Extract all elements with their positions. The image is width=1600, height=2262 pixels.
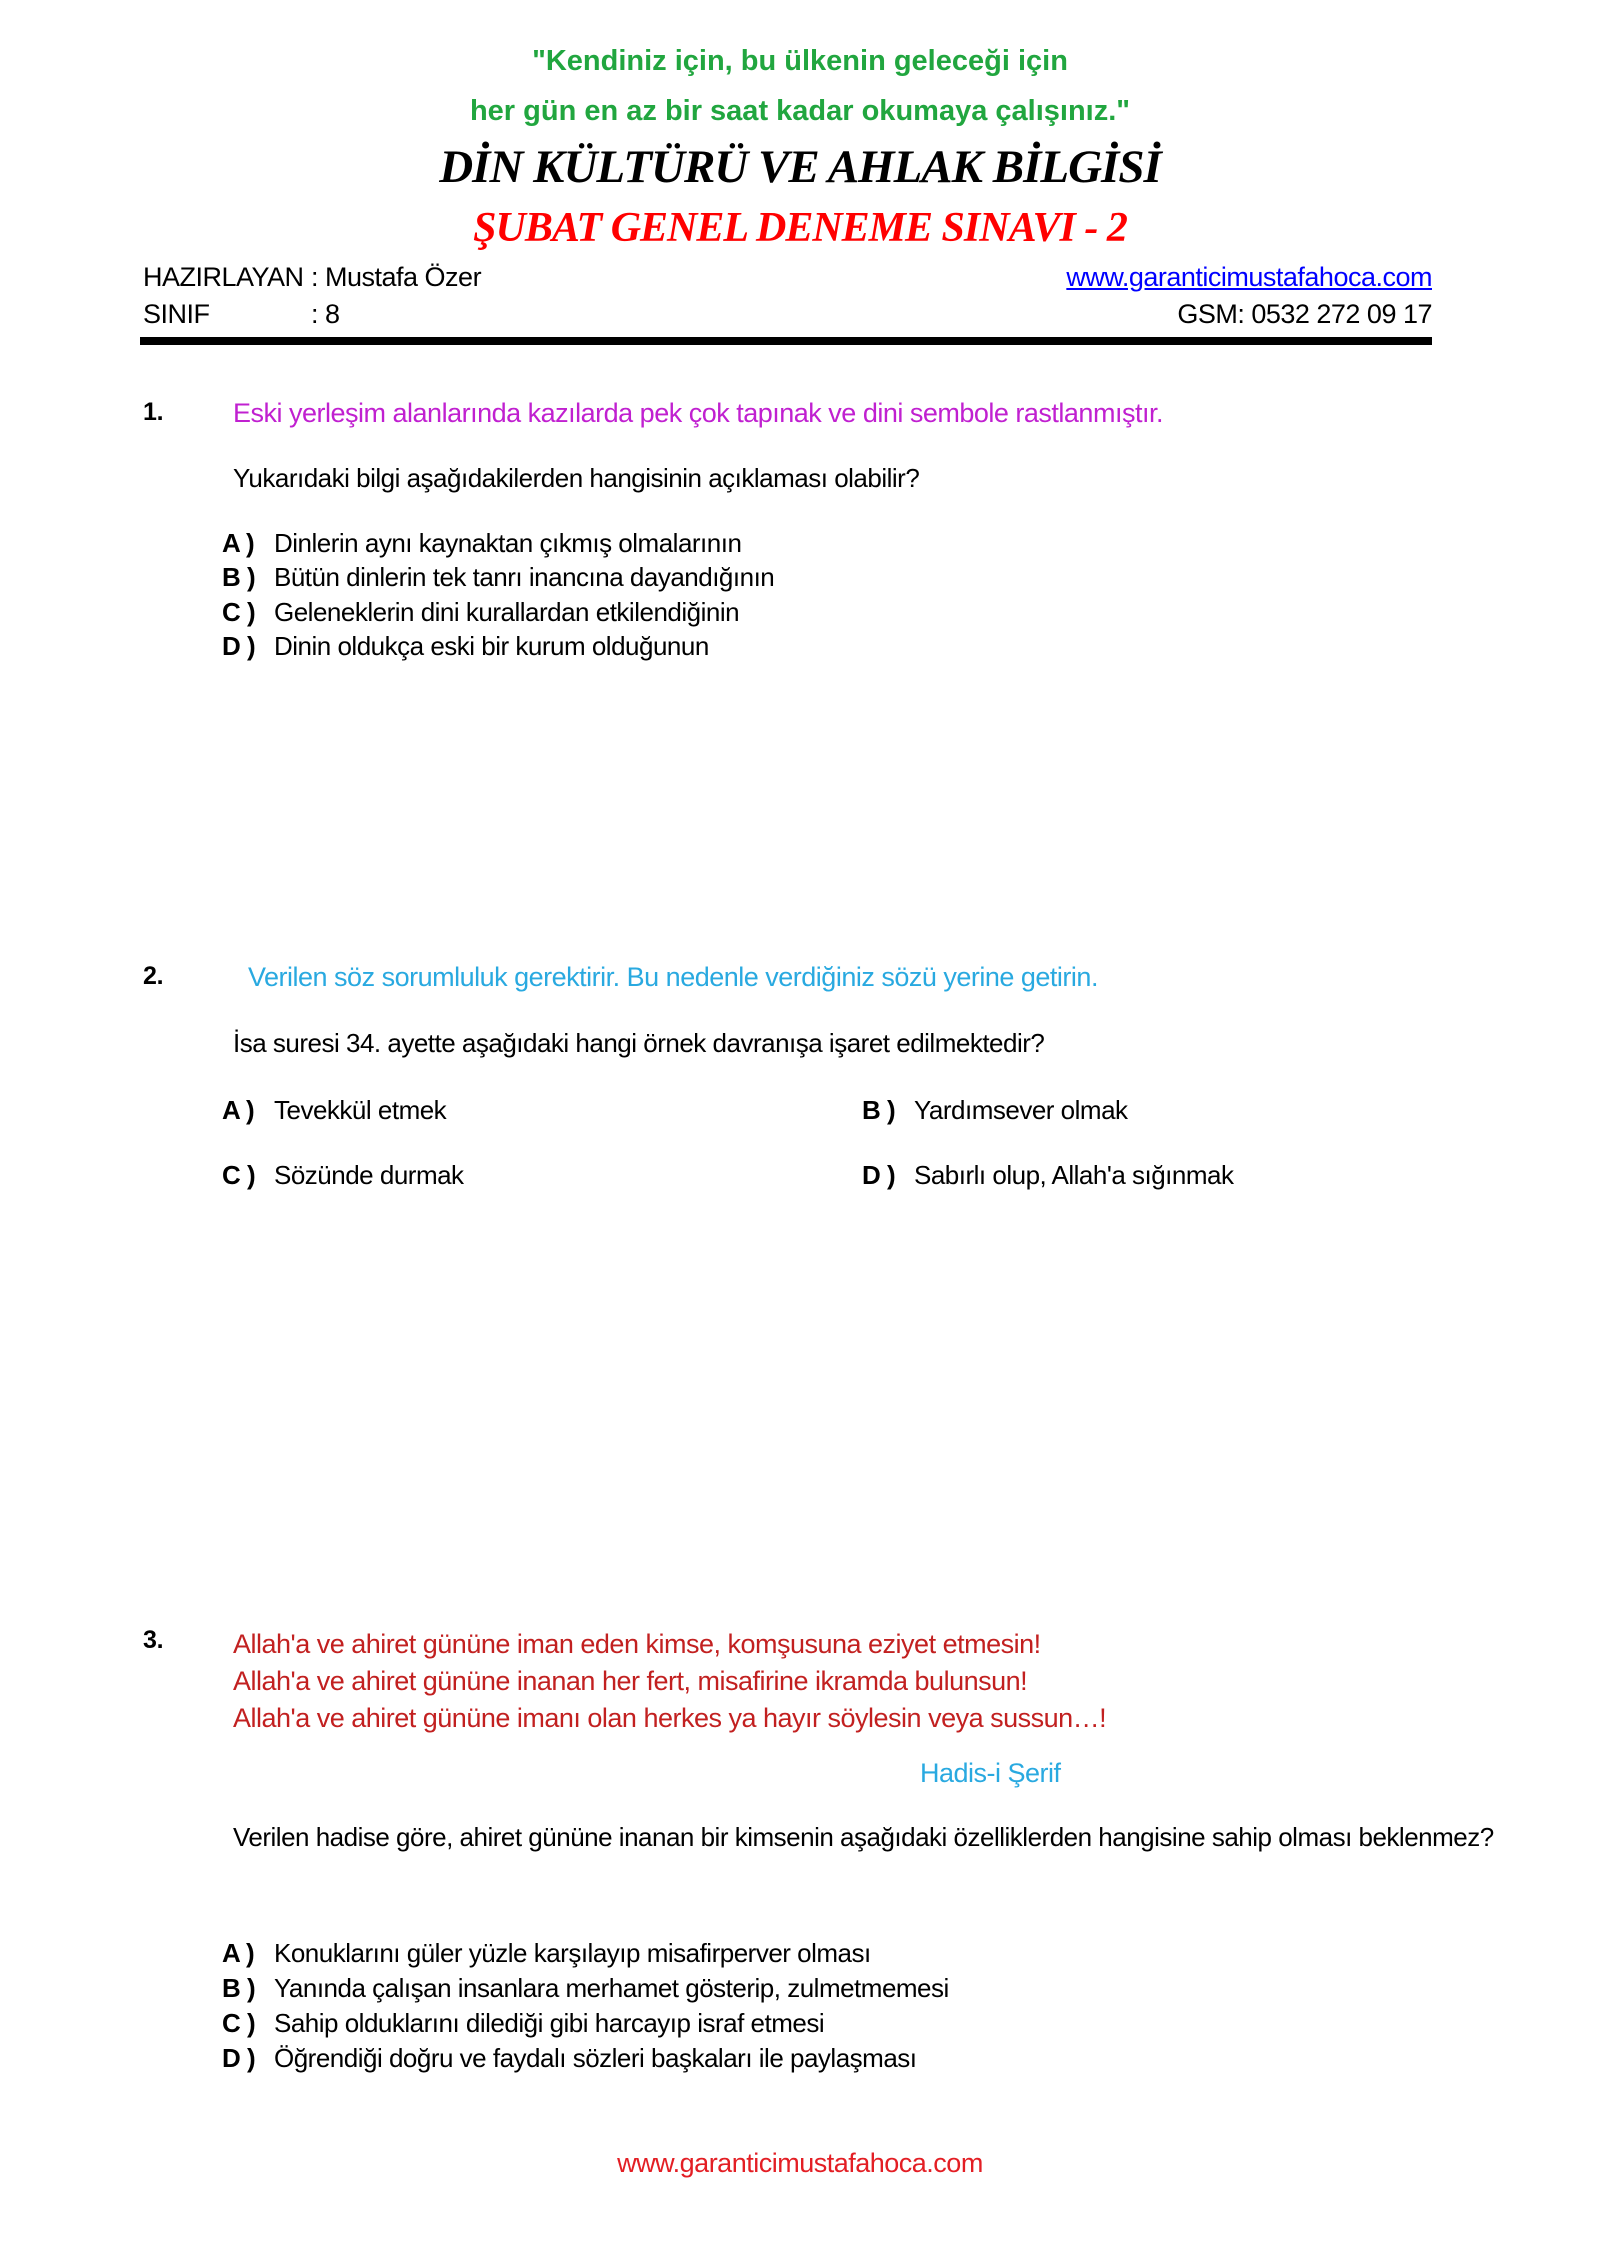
option-letter: B ) — [862, 1095, 896, 1125]
question-2-body: İsa suresi 34. ayette aşağıdaki hangi örnek davranışa işaret edilmektedir? — [233, 1028, 1045, 1058]
question-3-lead-line1: Allah'a ve ahiret gününe iman eden kimse, komşusuna eziyet etmesin! — [233, 1629, 1041, 1659]
option-letter: C ) — [222, 1160, 256, 1190]
option-letter: D ) — [222, 631, 256, 661]
website-link-row — [1066, 262, 1432, 293]
question-2-option-a — [222, 1095, 446, 1126]
class-value: : 8 — [311, 299, 340, 329]
question-1-option-c — [222, 597, 739, 628]
question-3-option-c — [222, 2008, 824, 2039]
question-1-lead: Eski yerleşim alanlarında kazılarda pek çok tapınak ve dini sembole rastlanmıştır. — [233, 398, 1163, 428]
option-letter: D ) — [222, 2043, 256, 2073]
option-letter: C ) — [222, 2008, 256, 2038]
class-row — [143, 299, 340, 330]
option-letter: A ) — [222, 528, 255, 558]
option-letter: B ) — [222, 1973, 256, 2003]
question-1-number: 1. — [143, 398, 164, 426]
question-2-number: 2. — [143, 962, 164, 990]
gsm-row — [1177, 299, 1432, 330]
option-text: Yardımsever olmak — [914, 1095, 1128, 1125]
question-3-source-caption: Hadis-i Şerif — [920, 1758, 1061, 1788]
class-label: SINIF — [143, 299, 210, 329]
option-text: Dinin oldukça eski bir kurum olduğunun — [274, 631, 709, 661]
header-quote-line1: "Kendiniz için, bu ülkenin geleceği için — [532, 45, 1068, 77]
footer-website: www.garanticimustafahoca.com — [617, 2148, 983, 2178]
question-3-lead — [233, 1626, 1106, 1737]
option-letter: D ) — [862, 1160, 896, 1190]
option-letter: A ) — [222, 1938, 255, 1968]
option-text: Tevekkül etmek — [274, 1095, 447, 1125]
option-letter: B ) — [222, 562, 256, 592]
question-3-option-d — [222, 2043, 917, 2074]
option-text: Dinlerin aynı kaynaktan çıkmış olmalarının — [274, 528, 742, 558]
question-3-lead-line2: Allah'a ve ahiret gününe inanan her fert, misafirine ikramda bulunsun! — [233, 1666, 1028, 1696]
option-text: Öğrendiği doğru ve faydalı sözleri başkaları ile paylaşması — [274, 2043, 917, 2073]
page-subtitle: ŞUBAT GENEL DENEME SINAVI - 2 — [473, 205, 1127, 251]
question-1-option-d — [222, 631, 709, 662]
question-3-option-b — [222, 1973, 949, 2004]
header-quote — [0, 36, 1600, 136]
prepared-by-row — [143, 262, 481, 293]
question-1-option-b — [222, 562, 774, 593]
option-letter: C ) — [222, 597, 256, 627]
option-text: Sahip olduklarını dilediği gibi harcayıp israf etmesi — [274, 2008, 825, 2038]
question-2-lead: Verilen söz sorumluluk gerektirir. Bu nedenle verdiğiniz sözü yerine getirin. — [248, 962, 1098, 992]
page-title: DİN KÜLTÜRÜ VE AHLAK BİLGİSİ — [439, 141, 1161, 193]
question-3-body: Verilen hadise göre, ahiret gününe inanan bir kimsenin aşağıdaki özelliklerden hangisine sahip olması beklenmez? — [233, 1822, 1494, 1852]
question-2-option-c — [222, 1160, 464, 1191]
prepared-by-label: HAZIRLAYAN — [143, 262, 304, 292]
option-text: Konuklarını güler yüzle karşılayıp misafirperver olması — [274, 1938, 871, 1968]
option-text: Bütün dinlerin tek tanrı inancına dayandığının — [274, 562, 775, 592]
gsm-number: GSM: 0532 272 09 17 — [1177, 299, 1432, 329]
question-3-lead-line3: Allah'a ve ahiret gününe imanı olan herkes ya hayır söylesin veya sussun…! — [233, 1703, 1107, 1733]
question-2-option-b — [862, 1095, 1128, 1126]
option-text: Sözünde durmak — [274, 1160, 464, 1190]
website-link[interactable]: www.garanticimustafahoca.com — [1066, 262, 1432, 292]
header-quote-line2: her gün en az bir saat kadar okumaya çalışınız." — [469, 95, 1131, 127]
header-divider — [140, 337, 1432, 345]
question-1-option-a — [222, 528, 741, 559]
option-text: Geleneklerin dini kurallardan etkilendiğinin — [274, 597, 740, 627]
question-2-option-d — [862, 1160, 1233, 1191]
question-1-body: Yukarıdaki bilgi aşağıdakilerden hangisinin açıklaması olabilir? — [233, 463, 920, 493]
option-text: Yanında çalışan insanlara merhamet gösterip, zulmetmemesi — [274, 1973, 949, 2003]
option-text: Sabırlı olup, Allah'a sığınmak — [914, 1160, 1234, 1190]
question-3-number: 3. — [143, 1626, 164, 1654]
question-3-option-a — [222, 1938, 871, 1969]
prepared-by-value: : Mustafa Özer — [311, 262, 482, 292]
option-letter: A ) — [222, 1095, 255, 1125]
